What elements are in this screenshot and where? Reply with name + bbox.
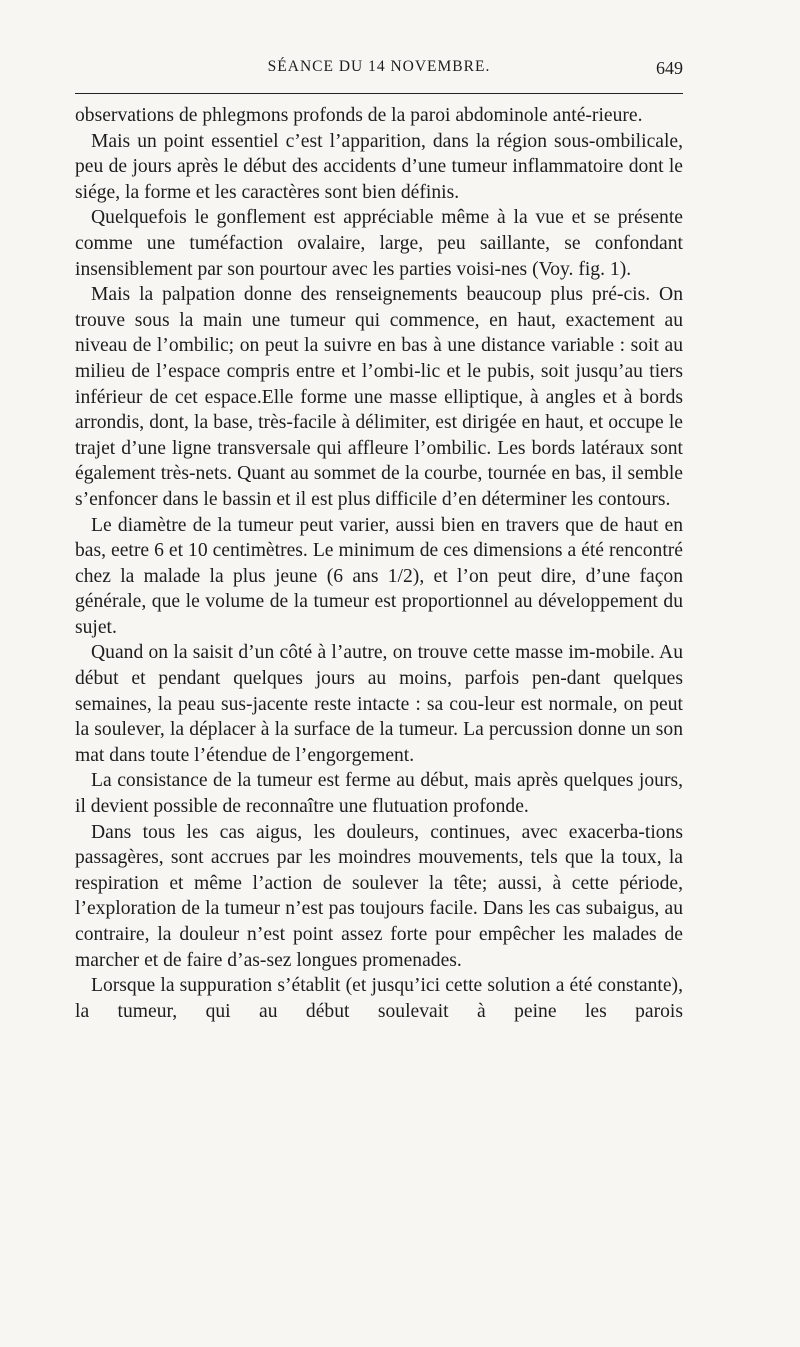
paragraph-2: Mais un point essentiel c’est l’apparition, dans la région sous-ombilicale, peu de jours après le début des accidents d’une tumeur inflammatoire dont le siége, la forme et les caractères sont bien définis.: [75, 130, 683, 203]
running-head: [75, 58, 683, 86]
paragraph-9: Lorsque la suppuration s’établit (et jusqu’ici cette solution a été constante), la tumeur, qui au début soulevait à peine les parois: [75, 975, 683, 1022]
page-number: 649: [656, 58, 683, 78]
paragraph-5: Le diamètre de la tumeur peut varier, aussi bien en travers que de haut en bas, eetre 6 et 10 centimètres. Le minimum de ces dimensions a été rencontré chez la malade la plus jeune (6 ans 1/2), et l’on peut dire, d’une façon générale, que le volume de la tumeur est proportionnel au développement du sujet.: [75, 514, 683, 638]
header-rule: [75, 93, 683, 94]
paragraph-6: Quand on la saisit d’un côté à l’autre, on trouve cette masse im-mobile. Au début et pendant quelques jours au moins, parfois pen-dant quelques semaines, la peau sus-jacente reste intacte : sa cou-leur est normale, on peut la soulever, la déplacer à la surface de la tumeur. La percussion donne un son mat dans toute l’étendue de l’engorgement.: [75, 642, 683, 766]
paragraph-8: Dans tous les cas aigus, les douleurs, continues, avec exacerba-tions passagères, sont accrues par les moindres mouvements, tels que la toux, la respiration et même l’action de soulever la tête; aussi, à cette période, l’exploration de la tumeur n’est pas toujours facile. Dans les cas subaigus, au contraire, la douleur n’est point assez forte pour empêcher les malades de marcher et de faire d’as-sez longues promenades.: [75, 821, 683, 971]
body-text: [75, 103, 683, 1024]
paragraph-4: Mais la palpation donne des renseignements beaucoup plus pré-cis. On trouve sous la main une tumeur qui commence, en haut, exactement au niveau de l’ombilic; on peut la suivre en bas à une distance variable : soit au milieu de l’espace compris entre et l’ombi-lic et le pubis, soit jusqu’au tiers inférieur de cet espace.Elle forme une masse elliptique, à angles et à bords arrondis, dont, la base, très-facile à délimiter, est dirigée en haut, et occupe le trajet d’une ligne transversale qui affleure l’ombilic. Les bords latéraux sont également très-nets. Quant au sommet de la courbe, tournée en bas, il semble s’enfoncer dans le bassin et il est plus difficile d’en déterminer les contours.: [75, 284, 683, 510]
paragraph-3: Quelquefois le gonflement est appréciable même à la vue et se présente comme une tuméfaction ovalaire, large, peu saillante, se confondant insensiblement par son pourtour avec les parties voisi-nes (Voy. fig. 1).: [75, 207, 683, 280]
paragraph-7: La consistance de la tumeur est ferme au début, mais après quelques jours, il devient possible de reconnaître une flutuation profonde.: [75, 770, 683, 818]
paragraph-1: observations de phlegmons profonds de la paroi abdominole anté-rieure.: [75, 105, 643, 126]
running-title: SÉANCE DU 14 NOVEMBRE.: [267, 58, 491, 75]
